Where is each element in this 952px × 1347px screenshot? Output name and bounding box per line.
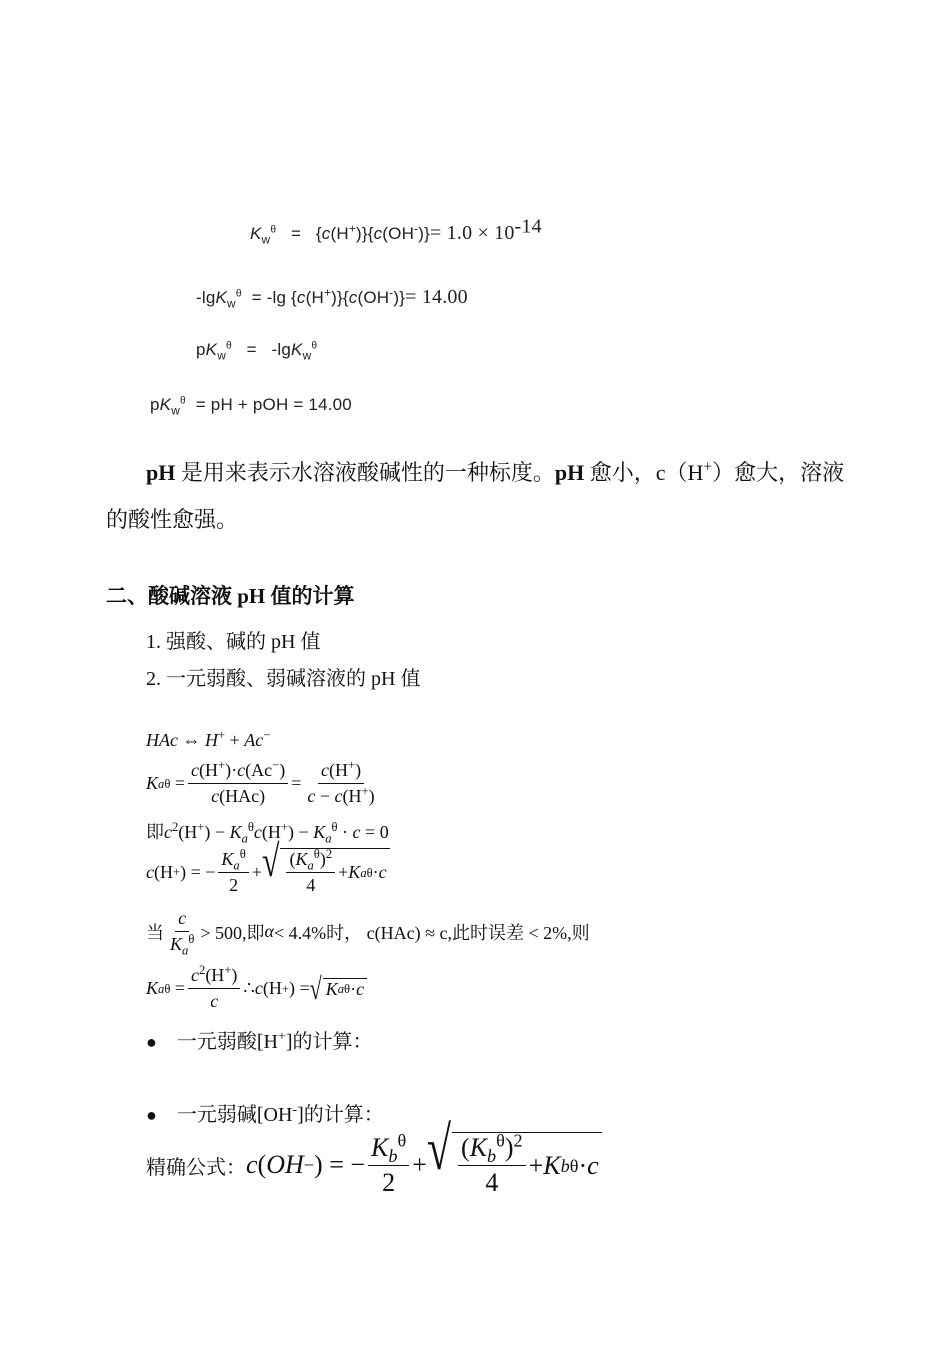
kw-equation-4: $pK_w^\theta$ = pH + pOH = 14.00 xyxy=(150,395,352,418)
bullet-weak-base: ● 一元弱碱[OH-]的计算： xyxy=(146,1102,384,1126)
bullet-dot-icon: ● xyxy=(146,1032,157,1052)
list-item-2: 2. 一元弱酸、弱碱溶液的 pH 值 xyxy=(146,668,421,690)
kw-equation-2: -lgK$_w^\theta$ = -lg {c(H+)}{c(OH-)}= 14.00 xyxy=(196,285,468,311)
formula-condition: 当 $\frac{c}{K_a^\theta}$ > 500,即 α < 4.4%时， c(HAc) ≈ c,此时误差 < 2%,则 xyxy=(146,908,590,958)
bullet-weak-acid: ● 一元弱酸[H+]的计算： xyxy=(146,1029,373,1053)
formula-ka: K a θ = $\frac{c(H^+)\cdot c(Ac^-)}{\text{c(HAc)}}$ = $\frac{c(H^+)}{c - c(H^+)}$ xyxy=(146,758,375,806)
ph-definition-paragraph-cont: 的酸性愈强。 xyxy=(106,507,239,532)
ph-definition-paragraph: pH 是用来表示水溶液酸碱性的一种标度。pH 愈小，c（H+）愈大，溶液 xyxy=(146,458,845,485)
section-heading: 二、酸碱溶液 pH 值的计算 xyxy=(106,584,355,608)
formula-simplified: K a θ = $\frac{c^2(H^+)}{c}$ ∴ c (H + ) = √ K a θ · c xyxy=(146,965,367,1012)
bullet-dot-icon: ● xyxy=(146,1105,157,1125)
formula-quadratic: 即$c^2(H^+) - K_a^\theta c(H^+) - K_a^\theta \cdot c = 0$ xyxy=(146,820,389,846)
precise-formula: 精确公式： c ( OH − ) = − $\frac{K_b^\theta}{2}$ + √ $\frac{(K_b^\theta)^2}{4}$ + K b θ · c xyxy=(146,1132,602,1198)
list-item-1: 1. 强酸、碱的 pH 值 xyxy=(146,631,321,653)
kw-equation-1: $K_w^\theta = \{c(H^+)\}\{c(OH^-)\}= 1.0 \times 10^{-14}$ xyxy=(250,215,542,247)
kw-equation-3: $pK_w^\theta = -\lg K_w^\theta$ xyxy=(196,340,318,363)
formula-equilibrium: HAc ⇔ H+ + Ac− xyxy=(146,728,271,750)
formula-h-solution: c (H + ) = − $\frac{K_a^\theta}{2}$ + √ $\frac{(K_a^\theta)^2}{4}$ + K a θ · c xyxy=(146,848,390,896)
